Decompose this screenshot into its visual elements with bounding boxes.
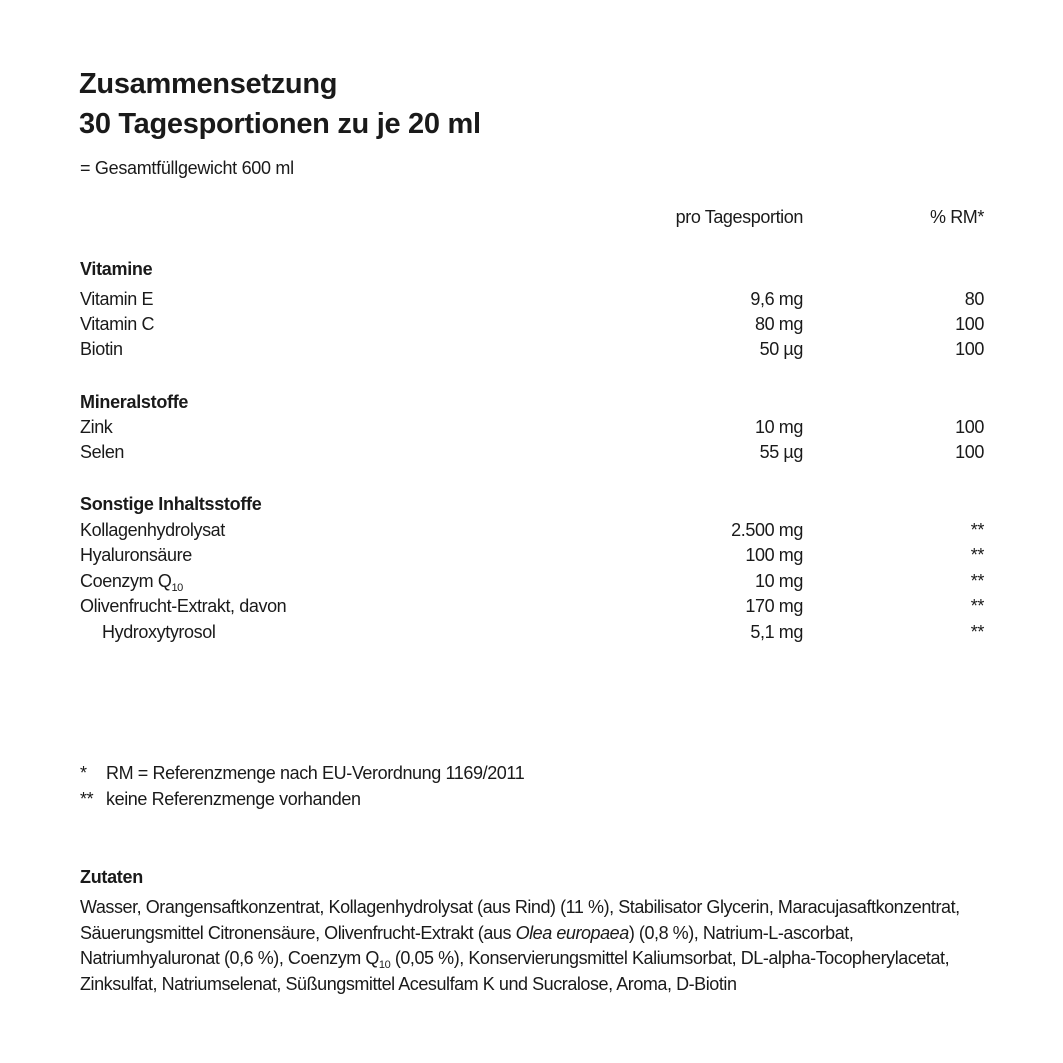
ingredients-part-1: Wasser, Orangensaftkonzentrat, Kollagenhydrolysat (aus Rind) (11 %), Stabilisator Glycerin, Maracujasaftkonzentrat, Säuerungsmittel Citronensäure, Olivenfrucht-Extrakt (aus	[80, 897, 960, 943]
section-heading-mineralstoffe: Mineralstoffe	[80, 392, 189, 412]
title-line-2: 30 Tagesportionen zu je 20 ml	[79, 108, 481, 140]
nutrient-name: Biotin	[80, 339, 123, 359]
nutrient-name: Vitamin E	[80, 289, 154, 309]
column-header-rm: % RM*	[929, 207, 984, 227]
nutrient-amount: 2.500 mg	[731, 520, 803, 540]
column-header-amount: pro Tagesportion	[675, 207, 803, 227]
nutrient-rm: **	[970, 520, 984, 540]
nutrient-amount: 50 µg	[759, 339, 803, 359]
ingredients-part-2: ) (0,8 %), Natrium-L-ascorbat, Natriumhyaluronat (0,6 %), Coenzym Q	[80, 922, 854, 968]
nutrient-amount: 100 mg	[745, 545, 803, 565]
nutrient-name: Hyaluronsäure	[80, 545, 192, 565]
nutrient-amount: 10 mg	[754, 571, 803, 591]
section-heading-zutaten: Zutaten	[80, 867, 143, 887]
column-header-row	[80, 205, 984, 229]
nutrient-amount: 170 mg	[745, 596, 803, 616]
nutrient-name: Olivenfrucht-Extrakt, davon	[80, 596, 287, 616]
nutrient-name	[80, 569, 183, 593]
table-row	[80, 287, 984, 311]
table-row	[80, 569, 984, 593]
nutrient-amount: 10 mg	[754, 417, 803, 437]
nutrient-name: Selen	[80, 442, 125, 462]
footnote-text: keine Referenzmenge vorhanden	[106, 789, 361, 809]
nutrient-name-base: Coenzym Q	[80, 571, 172, 591]
nutrient-name: Hydroxytyrosol	[102, 622, 216, 642]
nutrient-amount: 5,1 mg	[750, 622, 803, 642]
table-row	[80, 312, 984, 336]
ingredients-list	[80, 895, 990, 997]
nutrient-rm: **	[970, 596, 984, 616]
total-weight-note: = Gesamtfüllgewicht 600 ml	[80, 158, 294, 178]
ingredients-latin-name: Olea europaea	[515, 922, 629, 943]
table-row	[80, 415, 984, 439]
nutrient-amount: 55 µg	[759, 442, 803, 462]
nutrient-rm: 100	[955, 442, 984, 462]
nutrient-rm: 100	[955, 339, 984, 359]
table-row	[80, 620, 984, 644]
table-row	[80, 518, 984, 542]
footnote	[80, 761, 524, 785]
nutrient-name: Zink	[80, 417, 113, 437]
nutrient-rm: 100	[955, 417, 984, 437]
ingredients-subscript: 10	[378, 959, 391, 971]
nutrient-rm: **	[970, 571, 984, 591]
table-row	[80, 543, 984, 567]
ingredients-part-3: (0,05 %), Konservierungsmittel Kaliumsorbat, DL-alpha-Tocopherylacetat, Zinksulfat, Natriumselenat, Süßungsmittel Acesulfam K und Sucralose, Aroma, D-Biotin	[80, 948, 950, 994]
footnote-mark: **	[80, 789, 94, 809]
footnote	[80, 787, 361, 811]
page-title	[79, 64, 481, 144]
nutrient-name: Vitamin C	[80, 314, 155, 334]
nutrient-name: Kollagenhydrolysat	[80, 520, 225, 540]
table-row	[80, 594, 984, 618]
section-heading-vitamine: Vitamine	[80, 259, 153, 279]
title-line-1: Zusammensetzung	[79, 68, 338, 100]
nutrient-rm: **	[970, 622, 984, 642]
table-row	[80, 440, 984, 464]
nutrient-amount: 9,6 mg	[750, 289, 803, 309]
nutrient-rm: 100	[955, 314, 984, 334]
table-row	[80, 337, 984, 361]
nutrient-rm: **	[970, 545, 984, 565]
nutrient-rm: 80	[964, 289, 984, 309]
footnote-mark: *	[80, 763, 87, 783]
footnote-text: RM = Referenzmenge nach EU-Verordnung 1169/2011	[106, 763, 525, 783]
section-heading-sonstige: Sonstige Inhaltsstoffe	[80, 494, 262, 514]
nutrient-name-subscript: 10	[171, 582, 183, 594]
nutrient-amount: 80 mg	[754, 314, 803, 334]
